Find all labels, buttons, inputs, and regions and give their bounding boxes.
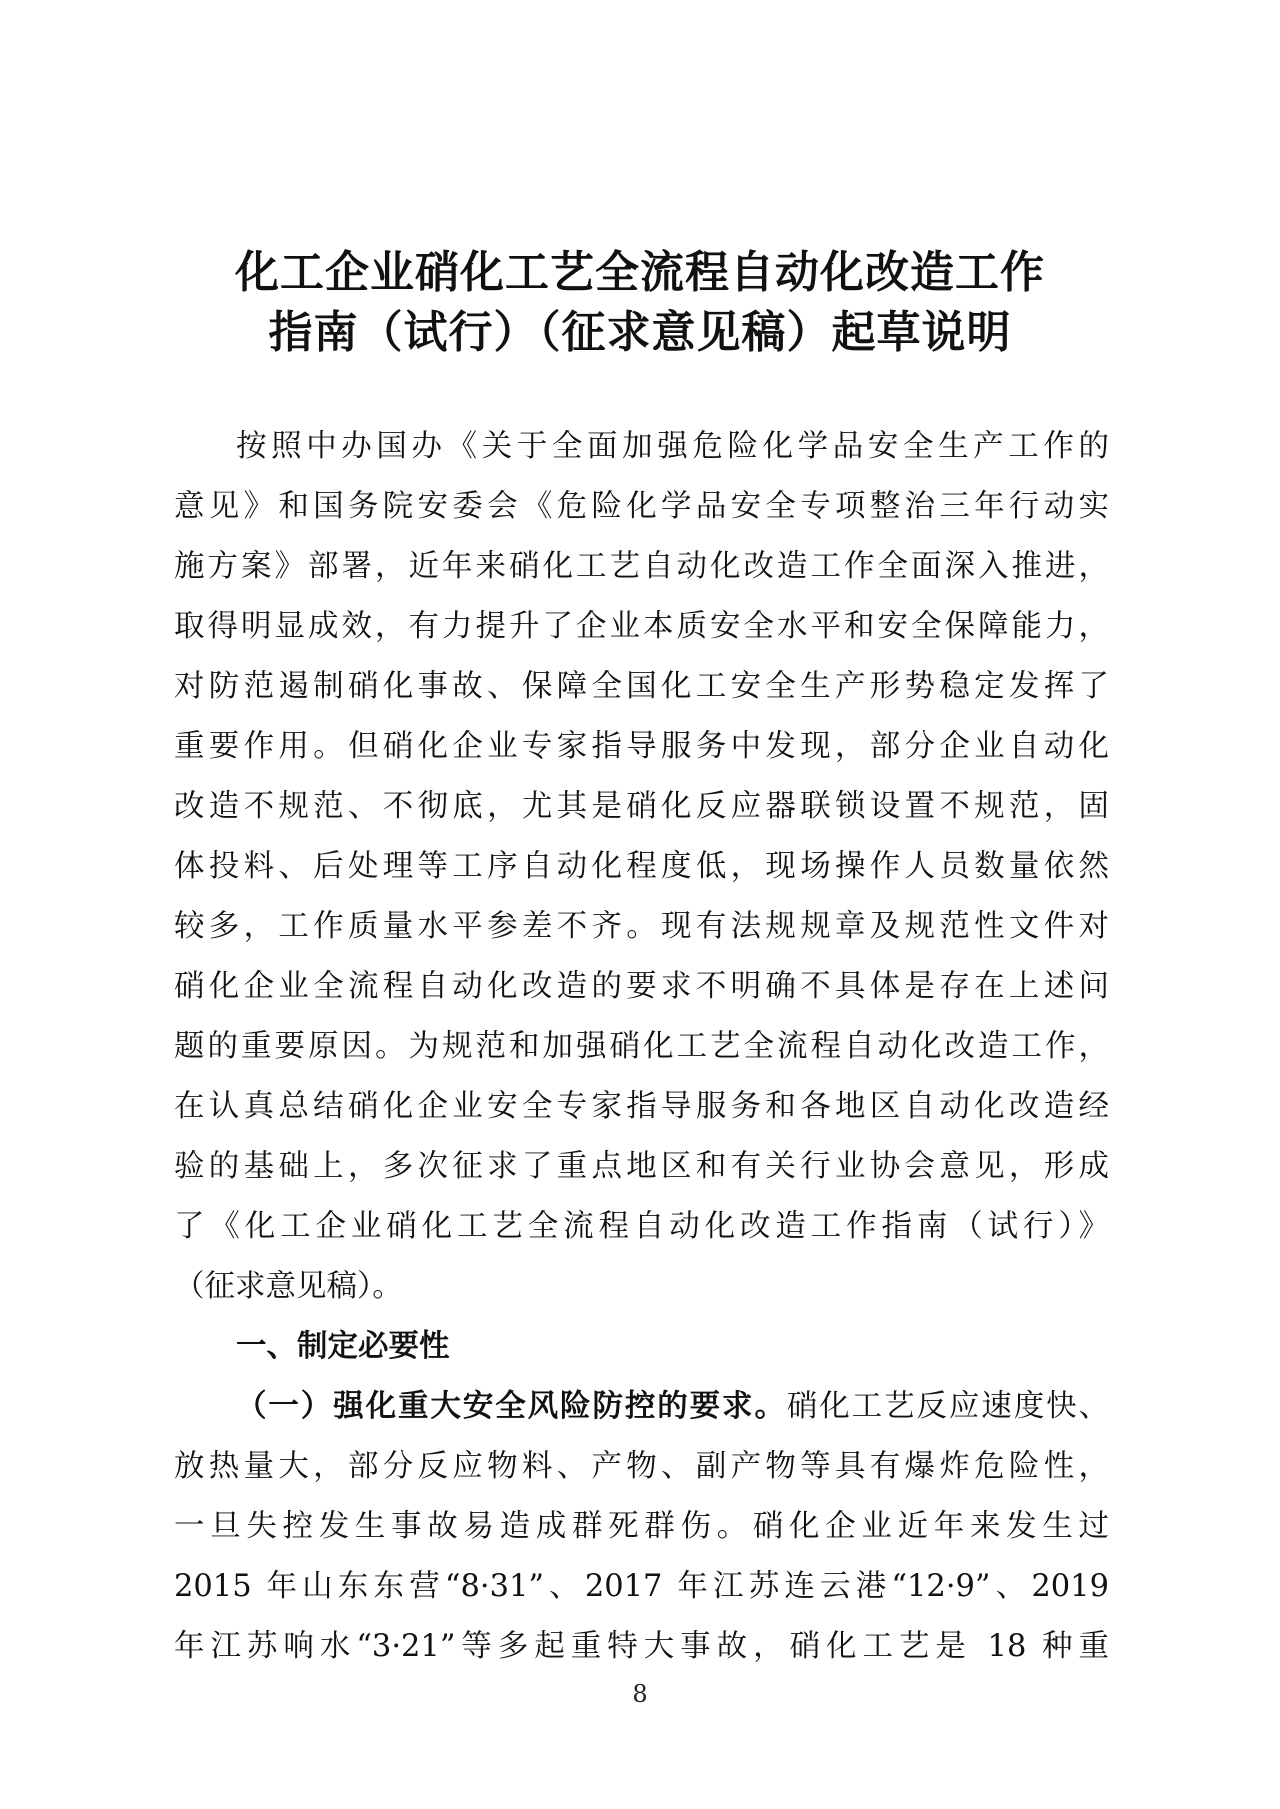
- subsection-1-line-5: 年江苏响水“3·21”等多起重特大事故，硝化工艺是 18 种重: [174, 1629, 1109, 1664]
- intro-line-14: 了《化工企业硝化工艺全流程自动化改造工作指南（试行）》: [174, 1209, 1109, 1244]
- page-number: 8: [632, 1680, 648, 1708]
- intro-line-11: 题的重要原因。为规范和加强硝化工艺全流程自动化改造工作，: [174, 1029, 1109, 1064]
- document-title-line-2: 指南（试行）（征求意见稿）起草说明: [268, 307, 1012, 358]
- subsection-1-line-2: 放热量大，部分反应物料、产物、副产物等具有爆炸危险性，: [174, 1449, 1109, 1484]
- intro-line-6: 重要作用。但硝化企业专家指导服务中发现，部分企业自动化: [174, 729, 1109, 764]
- intro-line-10: 硝化企业全流程自动化改造的要求不明确不具体是存在上述问: [174, 969, 1109, 1004]
- intro-line-3: 施方案》部署，近年来硝化工艺自动化改造工作全面深入推进，: [174, 549, 1109, 584]
- subsection-1-lead: （一）强化重大安全风险防控的要求。: [236, 1389, 787, 1424]
- intro-line-1: 按照中办国办《关于全面加强危险化学品安全生产工作的: [236, 429, 1109, 464]
- intro-line-2: 意见》和国务院安委会《危险化学品安全专项整治三年行动实: [174, 489, 1109, 524]
- section-heading: 一、制定必要性: [236, 1329, 450, 1364]
- intro-line-5: 对防范遏制硝化事故、保障全国化工安全生产形势稳定发挥了: [174, 669, 1109, 704]
- intro-line-8: 体投料、后处理等工序自动化程度低，现场操作人员数量依然: [174, 849, 1109, 884]
- intro-line-9: 较多，工作质量水平参差不齐。现有法规规章及规范性文件对: [174, 909, 1109, 944]
- subsection-1-line-3: 一旦失控发生事故易造成群死群伤。硝化企业近年来发生过: [174, 1509, 1109, 1544]
- intro-line-4: 取得明显成效，有力提升了企业本质安全水平和安全保障能力，: [174, 609, 1109, 644]
- document-title-line-1: 化工企业硝化工艺全流程自动化改造工作: [235, 247, 1045, 298]
- subsection-1-line-4: 2015 年山东东营“8·31”、2017 年江苏连云港“12·9”、2019: [174, 1569, 1109, 1604]
- intro-line-15: （征求意见稿）。: [174, 1269, 403, 1304]
- intro-line-12: 在认真总结硝化企业安全专家指导服务和各地区自动化改造经: [174, 1089, 1109, 1124]
- subsection-1-first-line: [236, 1380, 1109, 1434]
- intro-line-7: 改造不规范、不彻底，尤其是硝化反应器联锁设置不规范，固: [174, 789, 1109, 824]
- subsection-1-first-rest: 硝化工艺反应速度快、: [786, 1389, 1110, 1424]
- intro-line-13: 验的基础上，多次征求了重点地区和有关行业协会意见，形成: [174, 1149, 1109, 1184]
